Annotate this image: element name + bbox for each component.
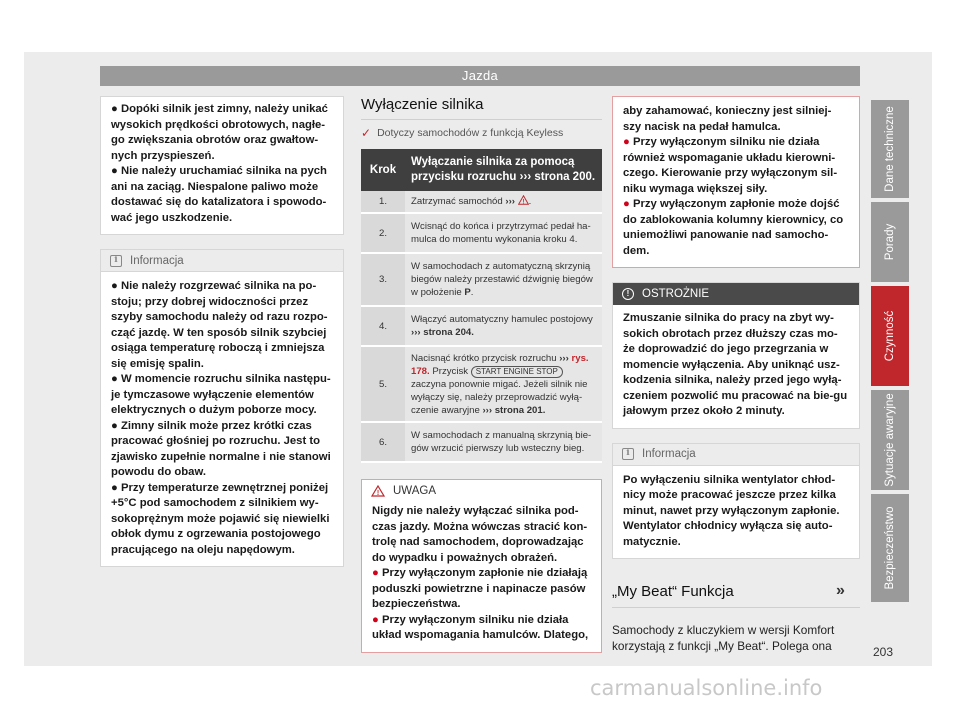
section-title: „My Beat“ Funkcja: [612, 583, 860, 608]
steps-table: [361, 149, 602, 463]
warning-continuation-box: [100, 96, 344, 235]
table-header-row: [361, 149, 602, 191]
info-box: [100, 249, 344, 567]
svg-text:!: !: [376, 490, 380, 497]
body-text: Samochody z kluczykiem w wersji Komfort korzystają z funkcji „My Beat“. Polega ona: [612, 623, 835, 653]
chapter-header: Jazda: [100, 66, 860, 86]
info-icon: i: [622, 448, 634, 460]
table-row: 2. Wcisnąć do końca i przytrzymać pedał ha-mulca do momentu wykonania kroku 4.: [361, 213, 602, 253]
bullet-item: ● Zimny silnik może przez krótki czas pracować głośniej po rozruchu. Jest to zjawisko zupełnie normalne i nie stanowi powodu do obaw.: [111, 419, 331, 478]
info-box: [612, 443, 860, 560]
applicability-note: ✓ Dotyczy samochodów z funkcją Keyless: [361, 126, 564, 140]
page-number: 203: [873, 645, 894, 659]
warning-title: UWAGA: [393, 485, 437, 497]
info-title: Informacja: [642, 448, 696, 460]
side-tab-strip: [871, 100, 909, 606]
section-title: Wyłączenie silnika: [361, 96, 602, 120]
caution-title: OSTROŻNIE: [642, 288, 710, 300]
warning-intro: Nigdy nie należy wyłączać silnika pod-czas jazdy. Można wówczas stracić kon-trolę nad samochodem, doprowadzając do wypadku i poważnych obrażeń.: [372, 505, 588, 564]
column-header-description: Wyłączanie silnika za pomocą przycisku rozruchu ››› strona 200.: [405, 149, 602, 191]
check-icon: ✓: [361, 126, 372, 140]
tab-czynnosc[interactable]: Czynność: [871, 286, 909, 386]
bullet-item: ● W momencie rozruchu silnika następu-je tymczasowe wyłączenie elementów elektrycznych o dużym poborze mocy.: [111, 373, 331, 416]
warning-continuation-text: aby zahamować, konieczny jest silniej-szy nacisk na pedał hamulca.: [623, 105, 832, 133]
svg-text:!: !: [522, 199, 525, 205]
tab-dane-techniczne[interactable]: Dane techniczne: [871, 100, 909, 198]
caution-icon: !: [622, 288, 634, 300]
warning-triangle-icon: [518, 195, 529, 205]
bullet-item: ● Nie należy rozgrzewać silnika na po-stoju; przy dobrej widoczności przez szyby samochodu należy od razu rozpo-cząć jazdę. W ten sposób silnik szybciej osiąga temperaturę roboczą i zmniejsza się emisję spalin.: [111, 280, 328, 370]
warning-triangle-icon: [371, 485, 385, 497]
bullet-item: ● Przy wyłączonym silniku nie działa układ wspomagania hamulców. Dlatego,: [372, 613, 589, 641]
column-left: [100, 96, 344, 567]
warning-box: [361, 479, 602, 653]
bullet-item: ● Przy wyłączonym zapłonie może dojść do zablokowania kolumny kierownicy, co uniemożliwi panowanie nad samocho-dem.: [623, 198, 844, 257]
info-header: [613, 444, 859, 466]
info-header: [101, 250, 343, 272]
column-header-step: Krok: [361, 149, 405, 191]
tab-sytuacje-awaryjne[interactable]: Sytuacje awaryjne: [871, 390, 909, 490]
start-engine-stop-button-label: START ENGINE STOP: [471, 366, 563, 378]
bullet-item: ● Przy wyłączonym silniku nie działa również wspomaganie układu kierowni-czego. Kierowanie przy wyłączonym sil-niku wymaga większej siły.: [623, 136, 838, 195]
bullet-item: ● Przy temperaturze zewnętrznej poniżej +5°C pod samochodem z silnikiem wy-sokoprężnym może pojawić się niewielki obłok dymu z ogrzewania postojowego pracującego na oleju napędowym.: [111, 481, 330, 556]
warning-header: [362, 480, 601, 502]
continue-mark: »: [836, 582, 845, 599]
bullet-item: ● Nie należy uruchamiać silnika na pych ani na zaciąg. Niespalone paliwo może dostawać się do katalizatora i spowodo-wać jego uszkodzenie.: [111, 165, 327, 224]
table-row: 6. W samochodach z manualną skrzynią bie-gów wrzucić pierwszy lub wsteczny bieg.: [361, 422, 602, 462]
table-row: 4. Włączyć automatyczny hamulec postojowy ››› strona 204.: [361, 306, 602, 346]
my-beat-section: [612, 583, 860, 654]
caution-header: [613, 283, 859, 305]
bullet-item: ● Dopóki silnik jest zimny, należy unikać wysokich prędkości obrotowych, nagłe-go zwiększania obrotów oraz gwałtow-nych przyspieszeń.: [111, 103, 328, 162]
column-middle: [361, 96, 602, 653]
bullet-item: ● Przy wyłączonym zapłonie nie działają poduszki powietrzne i napinacze pasów bezpieczeństwa.: [372, 567, 588, 610]
info-text: Po wyłączeniu silnika wentylator chłod-nicy może pracować jeszcze przez kilka minut, nawet przy wyłączonym zapłonie. Wentylator chłodnicy wyłącza się auto-matycznie.: [623, 473, 840, 548]
tab-porady[interactable]: Porady: [871, 202, 909, 282]
warning-continuation-box: [612, 96, 860, 268]
caution-box: [612, 282, 860, 429]
table-row: 1. Zatrzymać samochód ››› ! .: [361, 191, 602, 213]
info-title: Informacja: [130, 254, 184, 267]
info-icon: i: [110, 255, 122, 267]
tab-bezpieczenstwo[interactable]: Bezpieczeństwo: [871, 494, 909, 602]
table-row: 3. W samochodach z automatyczną skrzynią biegów należy przestawić dźwignię biegów w położenie P.: [361, 253, 602, 306]
watermark: carmanualsonline.info: [590, 676, 823, 700]
column-right: [612, 96, 860, 654]
caution-text: Zmuszanie silnika do pracy na zbyt wy-sokich obrotach przez dłuższy czas mo-że doprowadzić do jego przegrzania w momencie wyłączenia. Aby uniknąć usz-kodzenia silnika, należy przed jego wyłą-czeniem pozwolić mu pracować na bie-gu jałowym przez około 2 minuty.: [623, 312, 848, 417]
table-row: 5. Nacisnąć krótko przycisk rozruchu ››› rys. 178. Przycisk START ENGINE STOP zaczyna ponownie migać. Jeżeli silnik nie wyłączy się, należy przeprowadzić wyłą-czenie awaryjne ››› strona 201.: [361, 346, 602, 422]
